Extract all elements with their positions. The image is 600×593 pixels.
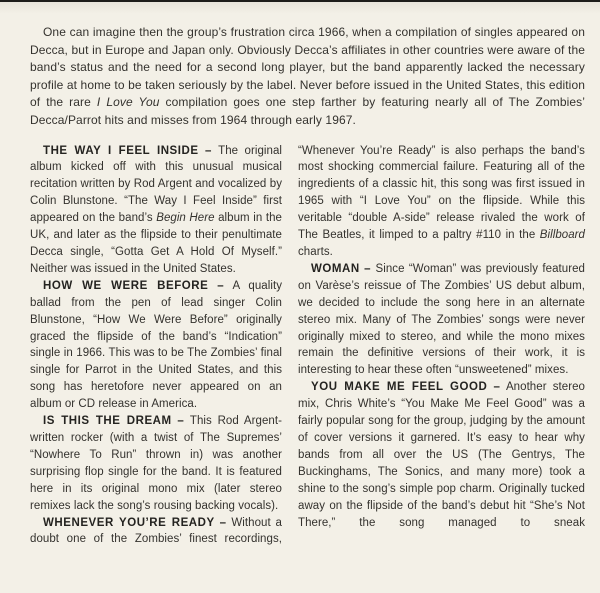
heading-you-make-me-feel-good: YOU MAKE ME FEEL GOOD — [311, 381, 488, 394]
body-text-continued: album in the UK, and later as the flipside to their penultimate Decca single, “Gotta Get A Hold Of Myself.” Neither was issued in the United States. — [30, 212, 282, 275]
heading-dash: – — [364, 262, 372, 275]
body-text: “Whenever You’re Ready” is also perhaps the band’s most shocking commercial failure. Featuring all of the ingredients of a classic hit, this song was first issued in 1965 with “I Love You” on the flipside. While this veritable “double A-side” release rivaled the work of The Beatles, it limped to a paltry #110 in the — [298, 144, 585, 242]
section-whenever-youre-ready — [30, 515, 282, 549]
body-text: This Rod Argent-written rocker (with a twist of The Supremes’ “Nowhere To Run” thrown in) was another surprising flop single for the band. It is featured here in its original mono mix (later stereo remixes lack the song’s rousing backing vocals). — [30, 415, 282, 512]
heading-dash: – — [219, 516, 227, 529]
heading-the-way-i-feel-inside: THE WAY I FEEL INSIDE — [43, 144, 199, 157]
body-text: Another stereo mix, Chris White’s “You Make Me Feel Good” was a fairly popular song for the group, judging by the amount of cover versions it garnered. It’s easy to hear why bands from all over the US (The Gentrys, The Buckinghams, The Sonics, and many more) took a shine to the song’s simple pop charm. Originally tucked away on the flipside of the band’s debut hit “She’s Not There,” the song managed to sneak — [298, 381, 585, 529]
section-is-this-the-dream — [30, 413, 282, 514]
section-woman — [298, 261, 585, 379]
section-the-way-i-feel-inside — [30, 143, 282, 278]
body-text-continued: charts. — [298, 246, 333, 258]
heading-how-we-were-before: HOW WE WERE BEFORE — [43, 279, 209, 292]
body-text: Since “Woman” was previously featured on Varèse’s reissue of The Zombies’ US debut album, we decided to include the song here in an alternate stereo mix. Many of The Zombies’ songs were never originally mixed to stereo, and while the mono mixes remain the definitive versions of their work, it is interesting to hear these often “unsweetened” mixes. — [298, 262, 586, 377]
intro-text: One can imagine then the group’s frustration circa 1966, when a compilation of singles appeared on Decca, but in Europe and Japan only. Obviously Decca’s affiliates in other countries were aware of the band’s status and the need for a second long player, but the band apparently lacked the necessary profile at home to be taken seriously by the label. Never before issued in the United States, this edition of the rare — [30, 25, 585, 110]
heading-woman: WOMAN — [311, 262, 360, 275]
body-text: A quality ballad from the pen of lead singer Colin Blunstone, “How We Were Before” originally graced the flipside of the band’s “Indication” single in 1966. This was to be The Zombies’ final single for Parrot in the United States, and this song has heretofore never appeared on an album or CD release in America. — [30, 279, 282, 411]
section-you-make-me-feel-good — [298, 379, 585, 531]
album-title-begin-here: Begin Here — [156, 212, 215, 225]
heading-dash: – — [493, 381, 501, 394]
two-column-text — [30, 143, 585, 549]
right-column — [298, 143, 585, 549]
body-text: The original album kicked off with this unusual musical recitation written by Rod Argent and vocalized by Colin Blunstone. “The Way I Feel Inside” first appeared on the band’s — [30, 144, 282, 225]
heading-is-this-the-dream: IS THIS THE DREAM — [43, 415, 172, 428]
heading-dash: – — [205, 144, 212, 157]
body-text: Without a doubt one of the Zombies’ finest recordings, — [30, 516, 282, 546]
section-whenever-youre-ready-continued — [298, 143, 585, 261]
intro-text-continued: compilation goes one step farther by featuring nearly all of The Zombies’ Decca/Parrot hits and misses from 1964 through early 1967. — [30, 95, 585, 127]
heading-dash: – — [217, 279, 225, 292]
left-column — [30, 143, 282, 549]
publication-title-billboard: Billboard — [539, 229, 585, 242]
intro-paragraph — [30, 24, 585, 130]
section-how-we-were-before — [30, 278, 282, 413]
album-title-i-love-you: I Love You — [96, 95, 160, 110]
heading-dash: – — [177, 415, 185, 428]
heading-whenever-youre-ready: WHENEVER YOU’RE READY — [43, 516, 215, 529]
scan-top-edge-rule — [0, 0, 600, 2]
